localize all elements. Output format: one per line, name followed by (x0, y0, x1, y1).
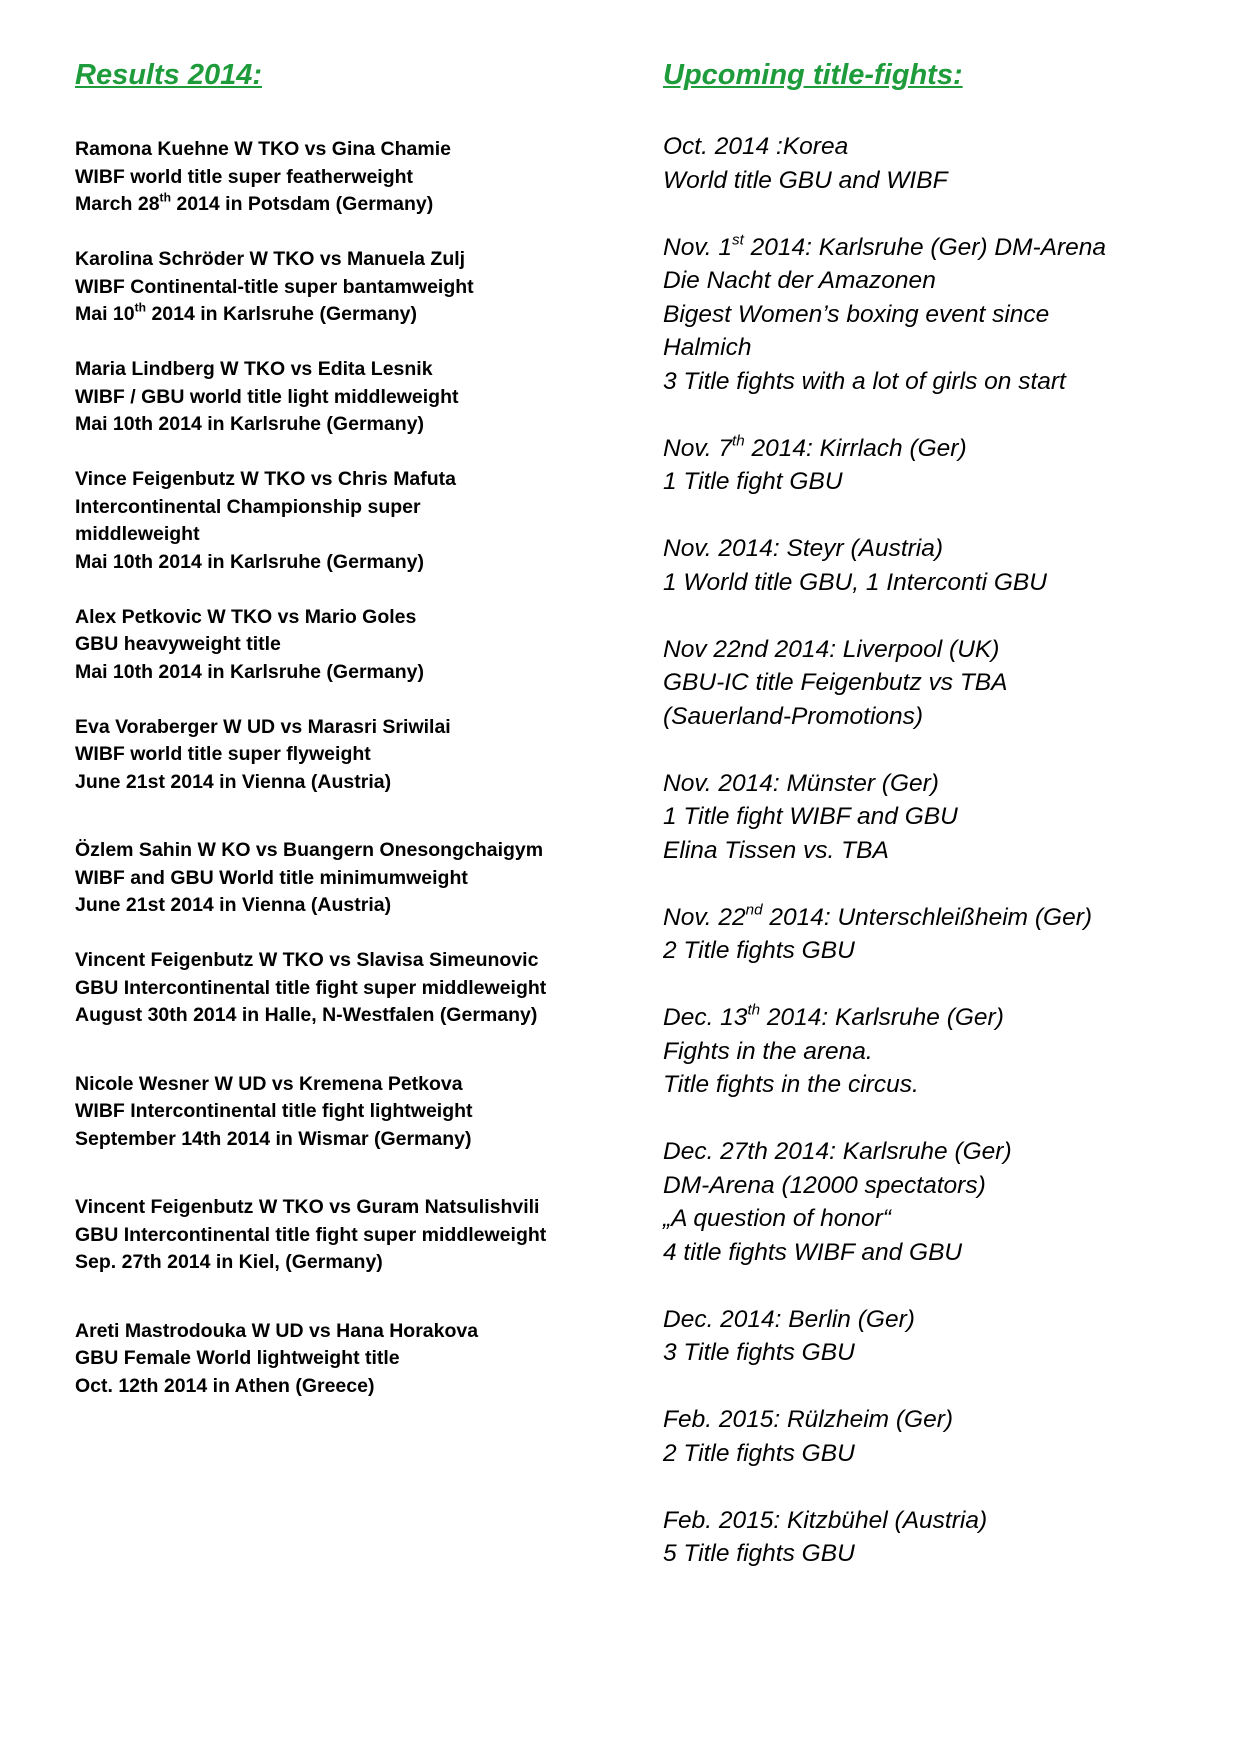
event-item (663, 231, 1223, 399)
results-list (75, 136, 635, 1400)
event-item (663, 1504, 1223, 1571)
event-item (663, 1135, 1223, 1269)
event-line: Halmich (663, 334, 752, 361)
result-title: GBU Intercontinental title fight super middleweight (75, 1223, 547, 1246)
result-fight: Alex Petkovic W TKO vs Mario Goles (75, 605, 417, 628)
event-line: 4 title fights WIBF and GBU (663, 1238, 963, 1266)
result-fight: Vince Feigenbutz W TKO vs Chris Mafuta (75, 468, 457, 490)
result-date: Sep. 27th 2014 in Kiel, (Germany) (75, 1251, 383, 1273)
event-head: Oct. 2014 :Korea (663, 133, 849, 160)
event-item (663, 1303, 1223, 1370)
result-item (75, 1194, 635, 1277)
result-date: Mai 10th 2014 in Karlsruhe (Germany) (75, 660, 424, 683)
event-head: Nov. 2014: Steyr (Austria) (663, 535, 944, 562)
result-item (75, 356, 635, 439)
result-fight: Vincent Feigenbutz W TKO vs Slavisa Simeunovic (75, 949, 539, 971)
event-line: Die Nacht der Amazonen (663, 267, 936, 294)
event-head: Nov. 1st 2014: Karlsruhe (Ger) DM-Arena (663, 230, 1107, 261)
event-head: Dec. 13th 2014: Karlsruhe (Ger) (663, 1001, 1004, 1031)
result-fight: Nicole Wesner W UD vs Kremena Petkova (75, 1072, 463, 1095)
upcoming-column (663, 56, 1223, 1604)
event-head: Nov. 7th 2014: Kirrlach (Ger) (663, 431, 967, 462)
result-item (75, 714, 635, 797)
event-line: 1 Title fight WIBF and GBU (663, 803, 958, 830)
result-fight: Vincent Feigenbutz W TKO vs Guram Natsulishvili (75, 1196, 540, 1218)
event-item (663, 532, 1223, 599)
result-title: Intercontinental Championship super middleweight (75, 495, 421, 545)
result-date: August 30th 2014 in Halle, N-Westfalen (Germany) (75, 1004, 538, 1026)
result-date: June 21st 2014 in Vienna (Austria) (75, 894, 392, 916)
result-title: WIBF Intercontinental title fight lightweight (75, 1100, 473, 1122)
result-item (75, 466, 635, 576)
event-line: 2 Title fights GBU (663, 937, 855, 964)
result-item (75, 604, 635, 687)
result-date: Mai 10th 2014 in Karlsruhe (Germany) (75, 413, 424, 435)
result-title: GBU heavyweight title (75, 633, 281, 655)
event-head: Nov. 22nd 2014: Unterschleißheim (Ger) (663, 900, 1093, 931)
result-fight: Areti Mastrodouka W UD vs Hana Horakova (75, 1319, 479, 1342)
result-item (75, 837, 635, 920)
event-head: Nov. 2014: Münster (Ger) (663, 769, 939, 797)
event-line: „A question of honor“ (663, 1205, 891, 1232)
event-item (663, 767, 1223, 868)
event-line: 1 World title GBU, 1 Interconti GBU (663, 568, 1047, 596)
upcoming-heading: Upcoming title-fights: (663, 59, 963, 91)
event-line: DM-Arena (12000 spectators) (663, 1171, 986, 1199)
result-date: June 21st 2014 in Vienna (Austria) (75, 770, 392, 793)
event-head: Feb. 2015: Kitzbühel (Austria) (663, 1506, 988, 1534)
event-head: Feb. 2015: Rülzheim (Ger) (663, 1406, 954, 1433)
result-fight: Ramona Kuehne W TKO vs Gina Chamie (75, 138, 451, 160)
result-item (75, 1318, 635, 1401)
event-line: 5 Title fights GBU (663, 1540, 855, 1567)
event-item (663, 633, 1223, 734)
result-item (75, 246, 635, 329)
result-title: GBU Intercontinental title fight super middleweight (75, 976, 547, 999)
result-fight: Maria Lindberg W TKO vs Edita Lesnik (75, 358, 433, 380)
result-date: Oct. 12th 2014 in Athen (Greece) (75, 1374, 375, 1397)
result-fight: Eva Voraberger W UD vs Marasri Sriwilai (75, 715, 451, 738)
event-line: 3 Title fights with a lot of girls on start (663, 367, 1066, 395)
result-fight: Özlem Sahin W KO vs Buangern Onesongchaigym (75, 839, 544, 861)
event-item (663, 901, 1223, 968)
event-line: 3 Title fights GBU (663, 1339, 855, 1366)
result-title: WIBF world title super flyweight (75, 743, 371, 765)
result-title: WIBF world title super featherweight (75, 165, 414, 188)
event-line: World title GBU and WIBF (663, 166, 948, 194)
result-date: Mai 10th 2014 in Karlsruhe (Germany) (75, 300, 417, 325)
result-fight: Karolina Schröder W TKO vs Manuela Zulj (75, 248, 466, 270)
event-head: Dec. 2014: Berlin (Ger) (663, 1305, 915, 1333)
result-item (75, 136, 635, 219)
result-item (75, 947, 635, 1030)
result-date: Mai 10th 2014 in Karlsruhe (Germany) (75, 550, 424, 573)
event-line: Elina Tissen vs. TBA (663, 836, 889, 864)
result-title: WIBF Continental-title super bantamweight (75, 275, 474, 298)
event-line: GBU-IC title Feigenbutz vs TBA (663, 669, 1008, 696)
results-column (75, 56, 635, 1400)
result-title: WIBF and GBU World title minimumweight (75, 866, 468, 889)
event-line: Title fights in the circus. (663, 1071, 919, 1098)
results-heading: Results 2014: (75, 59, 262, 91)
result-title: WIBF / GBU world title light middleweight (75, 385, 459, 408)
event-line: Fights in the arena. (663, 1037, 873, 1065)
event-head: Dec. 27th 2014: Karlsruhe (Ger) (663, 1138, 1012, 1165)
result-date: September 14th 2014 in Wismar (Germany) (75, 1127, 472, 1150)
event-item (663, 130, 1223, 197)
result-date: March 28th 2014 in Potsdam (Germany) (75, 190, 434, 215)
result-title: GBU Female World lightweight title (75, 1347, 400, 1369)
event-item (663, 432, 1223, 499)
event-line: 1 Title fight GBU (663, 468, 843, 495)
upcoming-list (663, 130, 1223, 1571)
event-item (663, 1403, 1223, 1470)
event-line: (Sauerland-Promotions) (663, 702, 924, 730)
event-line: Bigest Women’s boxing event since (663, 300, 1050, 328)
event-item (663, 1001, 1223, 1102)
event-line: 2 Title fights GBU (663, 1439, 855, 1467)
result-item (75, 1071, 635, 1154)
event-head: Nov 22nd 2014: Liverpool (UK) (663, 635, 1000, 663)
